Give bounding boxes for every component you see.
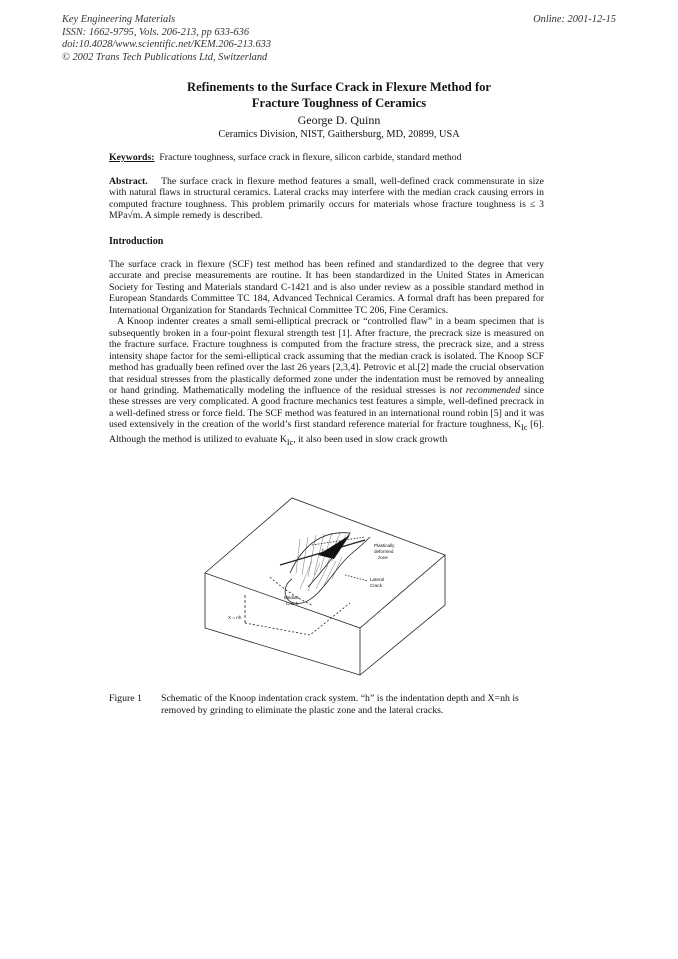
intro-p2-text-b: since these stresses are very complicated. A good fracture mechanics test features a simple, well-defined precrack in a well-defined stress or force field. The SCF method was featured in an international round robin [5] and it was used extensively in the creation of the world’s first standard reference material for fracture toughness, K <box>109 384 544 431</box>
label-indentation-depth: h <box>322 548 325 553</box>
kic-subscript-2: Ic <box>286 437 294 447</box>
label-median: Median <box>284 595 300 600</box>
keywords-section <box>109 152 544 163</box>
doi-line[interactable]: doi:10.4028/www.scientific.net/KEM.206-213.633 <box>62 39 272 50</box>
keywords-label: Keywords: <box>109 152 155 163</box>
specimen-side-face <box>360 555 445 675</box>
label-x-equals-nh: X = nh <box>228 615 242 620</box>
abstract-text: The surface crack in flexure method features a small, well-defined crack commensurate in size with natural flaws in structural ceramics. Lateral cracks may interfere with the median crack causing errors in computed fracture toughness. This problem primarily occurs for materials whose fracture toughness is ≤ 3 MPa√m. A simple remedy is described. <box>109 176 545 222</box>
journal-name: Key Engineering Materials <box>62 14 176 25</box>
figure-caption-text: Schematic of the Knoop indentation crack system. “h” is the indentation depth and X=nh is removed by grinding to eliminate the plastic zone and the lateral cracks. <box>161 693 519 716</box>
keywords-text: Fracture toughness, surface crack in flexure, silicon carbide, standard method <box>159 152 462 163</box>
figure-number: Figure 1 <box>109 693 142 704</box>
intro-paragraph-1: The surface crack in flexure (SCF) test method has been refined and standardized to the degree that very accurate and precise measurements are routine. It has been standardized in the United States in American Society for Testing and Materials standard C-1421 and is also under review as a possible standard method in European Standards Committee TC 184, Advanced Technical Ceramics. A formal draft has been prepared for International Organization for Standards Technical Committee TC 206, Fine Ceramics. <box>109 259 544 316</box>
publication-info <box>62 14 271 64</box>
intro-p2-text-a: A Knoop indenter creates a small semi-elliptical precrack or “controlled flaw” in a beam specimen that is subsequently broken in a four-point flexural strength test [1]. After fracture, the precrack size is measured on the fracture surface. Fracture toughness is computed from the fracture stress, the precrack size, and a stress intensity shape factor for the semi-elliptical crack assuming that the median crack is isolated. The Knoop SCF method has gradually been refined over the last 26 years [2,3,4]. Petrovic et al.[2] made the crucial observation that residual stresses from the plastically deformed zone under the indentation must be removed by annealing or hand grinding. Mathematically modeling the influence of the residual stresses is <box>109 316 544 396</box>
kic-subscript-1: Ic <box>521 423 528 433</box>
specimen-front-face <box>205 573 360 675</box>
introduction-body <box>109 259 544 448</box>
plastic-zone-hatching <box>296 533 346 591</box>
label-median-crack: Crack <box>286 601 298 606</box>
intro-p2-text-d: , it also been used in slow crack growth <box>293 433 448 445</box>
copyright-line: © 2002 Trans Tech Publications Ltd, Switzerland <box>62 51 268 63</box>
label-lateral: Lateral <box>370 577 385 582</box>
label-lateral-crack: Crack <box>370 583 382 588</box>
label-zone: zone <box>378 555 388 560</box>
issn-line: ISSN: 1662-9795, Vols. 206-213, pp 633-636 <box>62 26 250 38</box>
author-affiliation: Ceramics Division, NIST, Gaithersburg, MD, 20899, USA <box>218 129 460 140</box>
intro-p2-emphasis: not recommended <box>449 384 521 396</box>
lateral-leader-line <box>345 575 368 581</box>
introduction-heading: Introduction <box>109 236 164 247</box>
intro-paragraph-2 <box>109 316 544 448</box>
label-plastically: Plastically <box>374 543 395 548</box>
author-name: George D. Quinn <box>297 113 381 127</box>
online-date: Online: 2001-12-15 <box>533 14 616 25</box>
paper-title-line-2: Fracture Toughness of Ceramics <box>251 96 427 110</box>
specimen-top-face <box>205 498 445 628</box>
label-deformed: deformed <box>374 549 394 554</box>
knoop-crack-schematic <box>200 495 465 677</box>
intro-p2-text-c: [6]. Although the method is utilized to evaluate K <box>109 419 544 445</box>
abstract-section <box>109 176 544 222</box>
paper-title-line-1: Refinements to the Surface Crack in Flexure Method for <box>186 80 492 94</box>
lateral-crack-edge <box>350 537 370 555</box>
figure-caption <box>109 693 549 716</box>
abstract-label: Abstract. <box>109 176 148 187</box>
